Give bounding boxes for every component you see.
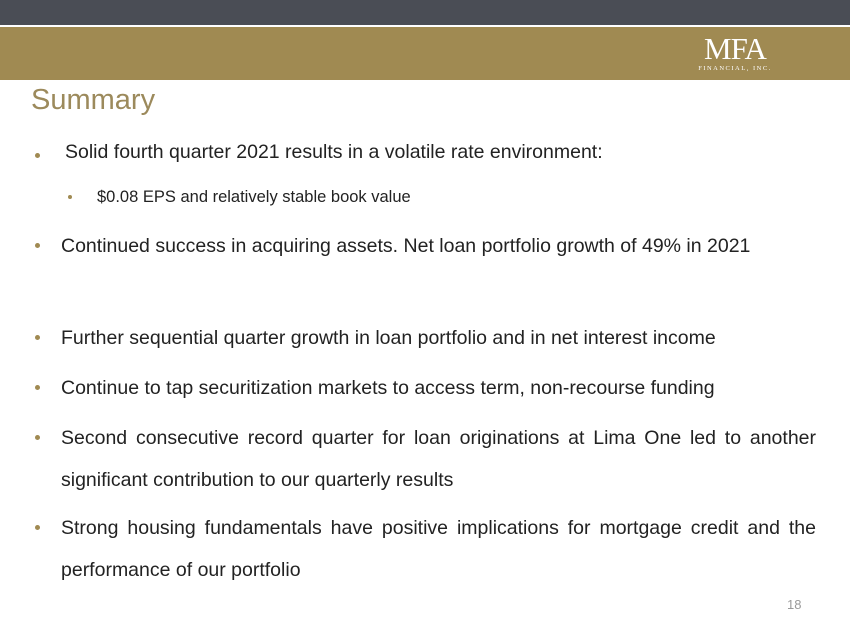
page-number: 18 [787,597,802,612]
top-bar [0,0,850,25]
bullet-dot [35,435,40,440]
bullet-dot [35,243,40,248]
bullet-text: Second consecutive record quarter for loan originations at Lima One led to another significant contribution to our quarterly results [61,427,816,491]
bullet-dot [35,335,40,340]
slide-title: Summary [31,84,156,116]
company-logo [690,33,780,77]
bullet-dot [35,153,40,158]
bullet-dot [35,525,40,530]
bullet-text: Solid fourth quarter 2021 results in a volatile rate environment: [65,141,603,163]
logo-subtitle: FINANCIAL, INC. [698,65,772,72]
bullet-text: Continue to tap securitization markets to access term, non-recourse funding [61,377,715,399]
logo-mark: MFA [704,31,766,66]
bullet-dot [35,385,40,390]
bullet-text: Further sequential quarter growth in loan portfolio and in net interest income [61,327,716,349]
sub-bullet-dot [68,195,72,199]
bullet-text: Strong housing fundamentals have positive implications for mortgage credit and the performance of our portfolio [61,517,816,581]
sub-bullet-text: $0.08 EPS and relatively stable book value [97,188,411,206]
bullet-text: Continued success in acquiring assets. Net loan portfolio growth of 49% in 2021 [61,235,751,257]
